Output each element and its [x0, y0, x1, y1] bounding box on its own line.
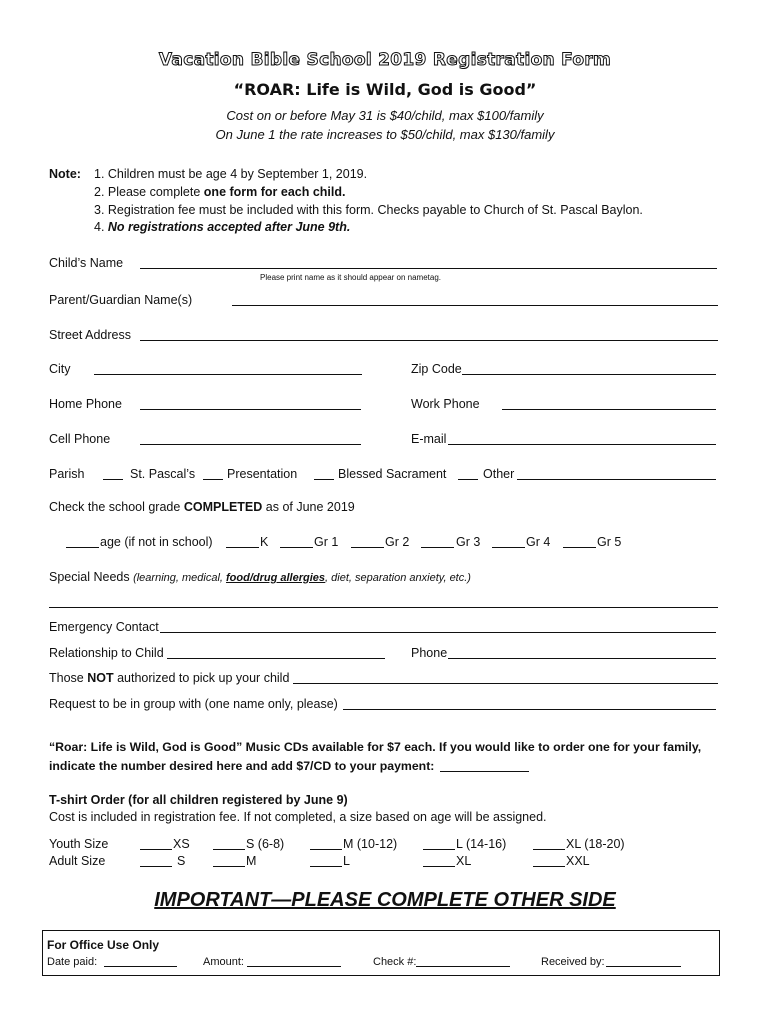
office-use-box [42, 930, 720, 976]
street-field[interactable] [140, 329, 718, 341]
youth-xl-label: XL (18-20) [566, 837, 625, 851]
youth-s-checkbox[interactable] [213, 838, 245, 850]
youth-l-checkbox[interactable] [423, 838, 455, 850]
cd-offer-line-2: indicate the number desired here and add $7/CD to your payment: [49, 759, 435, 773]
home-phone-field[interactable] [140, 398, 361, 410]
parish-blessed-sacrament-checkbox[interactable] [314, 468, 334, 480]
city-label: City [49, 362, 71, 376]
cost-line-1: Cost on or before May 31 is $40/child, max $100/family [226, 108, 544, 123]
grade-3-label: Gr 3 [456, 535, 481, 549]
youth-l-label: L (14-16) [456, 837, 507, 851]
email-label: E-mail [411, 432, 447, 446]
received-by-field[interactable] [606, 957, 681, 967]
child-name-hint: Please print name as it should appear on nametag. [260, 273, 442, 282]
not-authorized-label: Those NOT authorized to pick up your child [49, 671, 290, 685]
adult-l-label: L [343, 854, 350, 868]
tshirt-note: Cost is included in registration fee. If not completed, a size based on age will be assigned. [49, 810, 547, 824]
youth-xl-checkbox[interactable] [533, 838, 565, 850]
zip-field[interactable] [462, 363, 716, 375]
note-label: Note: [49, 167, 81, 181]
important-notice: IMPORTANT—PLEASE COMPLETE OTHER SIDE [154, 889, 616, 911]
grade-label: Check the school grade COMPLETED as of June 2019 [49, 500, 355, 514]
cell-phone-field[interactable] [140, 433, 361, 445]
adult-m-checkbox[interactable] [213, 855, 245, 867]
cd-quantity-field[interactable] [440, 760, 529, 772]
youth-xs-checkbox[interactable] [140, 838, 172, 850]
adult-l-checkbox[interactable] [310, 855, 342, 867]
amount-field[interactable] [247, 957, 341, 967]
home-phone-label: Home Phone [49, 397, 122, 411]
youth-m-label: M (10-12) [343, 837, 398, 851]
form-title: Vacation Bible School 2019 Registration Form [158, 50, 612, 70]
parent-name-label: Parent/Guardian Name(s) [49, 293, 193, 307]
zip-label: Zip Code [411, 362, 462, 376]
tshirt-heading: T-shirt Order (for all children registered by June 9) [49, 793, 348, 807]
grade-5-checkbox[interactable] [563, 536, 596, 548]
grade-2-checkbox[interactable] [351, 536, 384, 548]
note-item-2: 2. Please complete one form for each child. [94, 185, 346, 199]
youth-xs-label: XS [173, 837, 190, 851]
grade-1-label: Gr 1 [314, 535, 339, 549]
check-number-field[interactable] [416, 957, 510, 967]
parish-blessed-sacrament-label: Blessed Sacrament [338, 467, 447, 481]
note-item-4: 4. No registrations accepted after June 9th. [94, 220, 351, 234]
parish-label: Parish [49, 467, 85, 481]
youth-size-label: Youth Size [49, 837, 109, 851]
cell-phone-label: Cell Phone [49, 432, 111, 446]
child-name-label: Child’s Name [49, 256, 124, 270]
received-by-label: Received by: [541, 956, 605, 968]
special-needs-field[interactable] [49, 596, 718, 608]
parish-other-field[interactable] [517, 468, 716, 480]
adult-size-label: Adult Size [49, 854, 106, 868]
child-name-field[interactable] [140, 257, 717, 269]
city-field[interactable] [94, 363, 362, 375]
parish-other-checkbox[interactable] [458, 468, 478, 480]
phone-label: Phone [411, 646, 448, 660]
parish-other-label: Other [483, 467, 515, 481]
parent-name-field[interactable] [232, 294, 718, 306]
adult-xxl-checkbox[interactable] [533, 855, 565, 867]
adult-s-checkbox[interactable] [140, 855, 172, 867]
grade-k-label: K [260, 535, 269, 549]
date-paid-label: Date paid: [47, 956, 98, 968]
grade-4-label: Gr 4 [526, 535, 551, 549]
grade-age-checkbox[interactable] [66, 536, 99, 548]
relationship-field[interactable] [167, 647, 385, 659]
grade-3-checkbox[interactable] [421, 536, 454, 548]
cd-offer-line-1: “Roar: Life is Wild, God is Good” Music CDs available for $7 each. If you would like to order one for your family, [49, 740, 702, 754]
grade-5-label: Gr 5 [597, 535, 622, 549]
group-request-field[interactable] [343, 698, 716, 710]
cost-line-2: On June 1 the rate increases to $50/child, max $130/family [215, 127, 555, 142]
emergency-contact-field[interactable] [160, 621, 716, 633]
theme-title: “ROAR: Life is Wild, God is Good” [233, 80, 537, 99]
email-field[interactable] [448, 433, 716, 445]
grade-2-label: Gr 2 [385, 535, 410, 549]
not-authorized-field[interactable] [293, 672, 718, 684]
adult-xxl-label: XXL [566, 854, 590, 868]
parish-presentation-label: Presentation [227, 467, 298, 481]
adult-xl-label: XL [456, 854, 472, 868]
adult-s-label: S [177, 854, 186, 868]
office-use-heading: For Office Use Only [47, 938, 160, 952]
youth-m-checkbox[interactable] [310, 838, 342, 850]
relationship-label: Relationship to Child [49, 646, 164, 660]
note-item-3: 3. Registration fee must be included with this form. Checks payable to Church of St. Pascal Baylon. [94, 203, 643, 217]
work-phone-field[interactable] [502, 398, 716, 410]
amount-label: Amount: [203, 956, 244, 968]
street-label: Street Address [49, 328, 131, 342]
emergency-contact-label: Emergency Contact [49, 620, 159, 634]
youth-s-label: S (6-8) [246, 837, 285, 851]
parish-presentation-checkbox[interactable] [203, 468, 223, 480]
group-request-label: Request to be in group with (one name only, please) [49, 697, 338, 711]
note-item-1: 1. Children must be age 4 by September 1, 2019. [94, 167, 368, 181]
grade-1-checkbox[interactable] [280, 536, 313, 548]
check-number-label: Check #: [373, 956, 417, 968]
date-paid-field[interactable] [104, 957, 177, 967]
adult-m-label: M [246, 854, 257, 868]
grade-k-checkbox[interactable] [226, 536, 259, 548]
work-phone-label: Work Phone [411, 397, 480, 411]
grade-age-label: age (if not in school) [100, 535, 213, 549]
special-needs-label: Special Needs (learning, medical, food/drug allergies, diet, separation anxiety, etc.) [49, 570, 471, 584]
parish-st-pascals-checkbox[interactable] [103, 468, 123, 480]
adult-xl-checkbox[interactable] [423, 855, 455, 867]
parish-st-pascals-label: St. Pascal’s [130, 467, 196, 481]
grade-4-checkbox[interactable] [492, 536, 525, 548]
phone-field[interactable] [448, 647, 716, 659]
